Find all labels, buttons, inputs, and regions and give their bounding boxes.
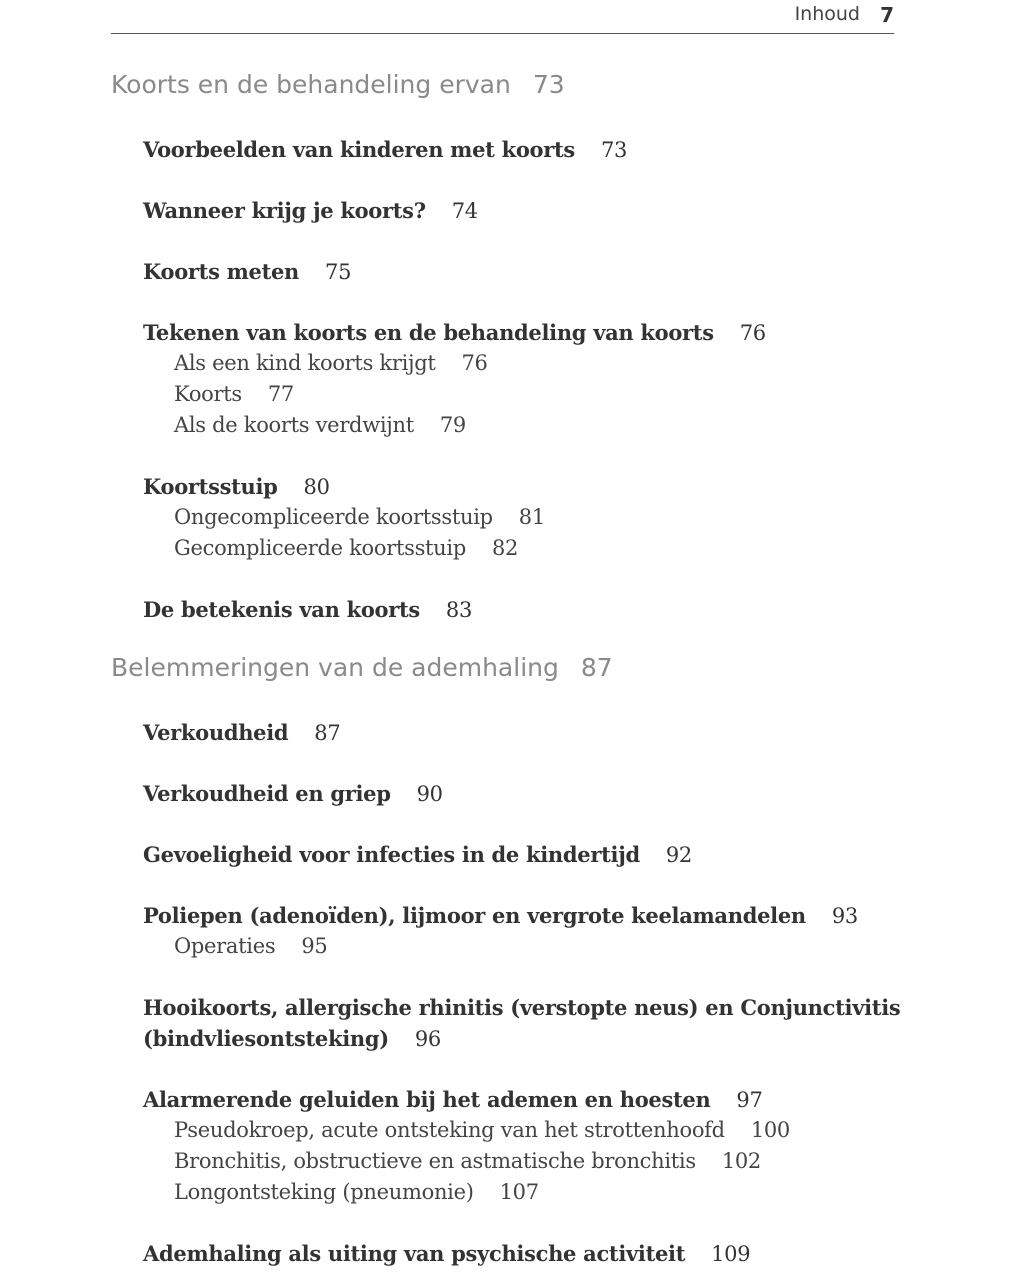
toc-section: Gevoeligheid voor infecties in de kindertijd 92 (143, 842, 692, 867)
toc-section: De betekenis van koorts 83 (143, 597, 473, 622)
toc-section: Alarmerende geluiden bij het ademen en hoesten 97 (143, 1087, 763, 1112)
toc-section: Koorts meten 75 (143, 259, 352, 284)
toc-subsection: Als een kind koorts krijgt 76 (174, 351, 488, 375)
page-number: 7 (880, 3, 894, 27)
toc-subsection: Ongecompliceerde koortsstuip 81 (174, 505, 545, 529)
toc-section: Ademhaling als uiting van psychische activiteit 109 (143, 1241, 751, 1266)
toc-subsection: Bronchitis, obstructieve en astmatische bronchitis 102 (174, 1149, 761, 1173)
toc-section: Verkoudheid 87 (143, 720, 341, 745)
toc-section: Koortsstuip 80 (143, 474, 330, 499)
toc-chapter: Koorts en de behandeling ervan 73 (111, 70, 565, 99)
toc-subsection: Als de koorts verdwijnt 79 (174, 413, 466, 437)
toc-subsection: Operaties 95 (174, 934, 328, 958)
toc-section: Verkoudheid en griep 90 (143, 781, 443, 806)
toc-section: Wanneer krijg je koorts? 74 (143, 198, 478, 223)
toc-subsection: Gecompliceerde koortsstuip 82 (174, 536, 519, 560)
running-header-title: Inhoud (794, 3, 860, 25)
toc-chapter: Belemmeringen van de ademhaling 87 (111, 653, 613, 682)
toc-section: Tekenen van koorts en de behandeling van koorts 76 (143, 320, 766, 345)
toc-subsection: Pseudokroep, acute ontsteking van het strottenhoofd 100 (174, 1118, 790, 1142)
toc-section: Poliepen (adenoïden), lijmoor en vergrote keelamandelen 93 (143, 903, 858, 928)
toc-subsection: Longontsteking (pneumonie) 107 (174, 1180, 539, 1204)
toc-section-continuation: (bindvliesontsteking) 96 (143, 1026, 441, 1051)
toc-subsection: Koorts 77 (174, 382, 294, 406)
toc-section: Hooikoorts, allergische rhinitis (verstopte neus) en Conjunctivitis (143, 995, 901, 1020)
toc-section: Voorbeelden van kinderen met koorts 73 (143, 137, 628, 162)
